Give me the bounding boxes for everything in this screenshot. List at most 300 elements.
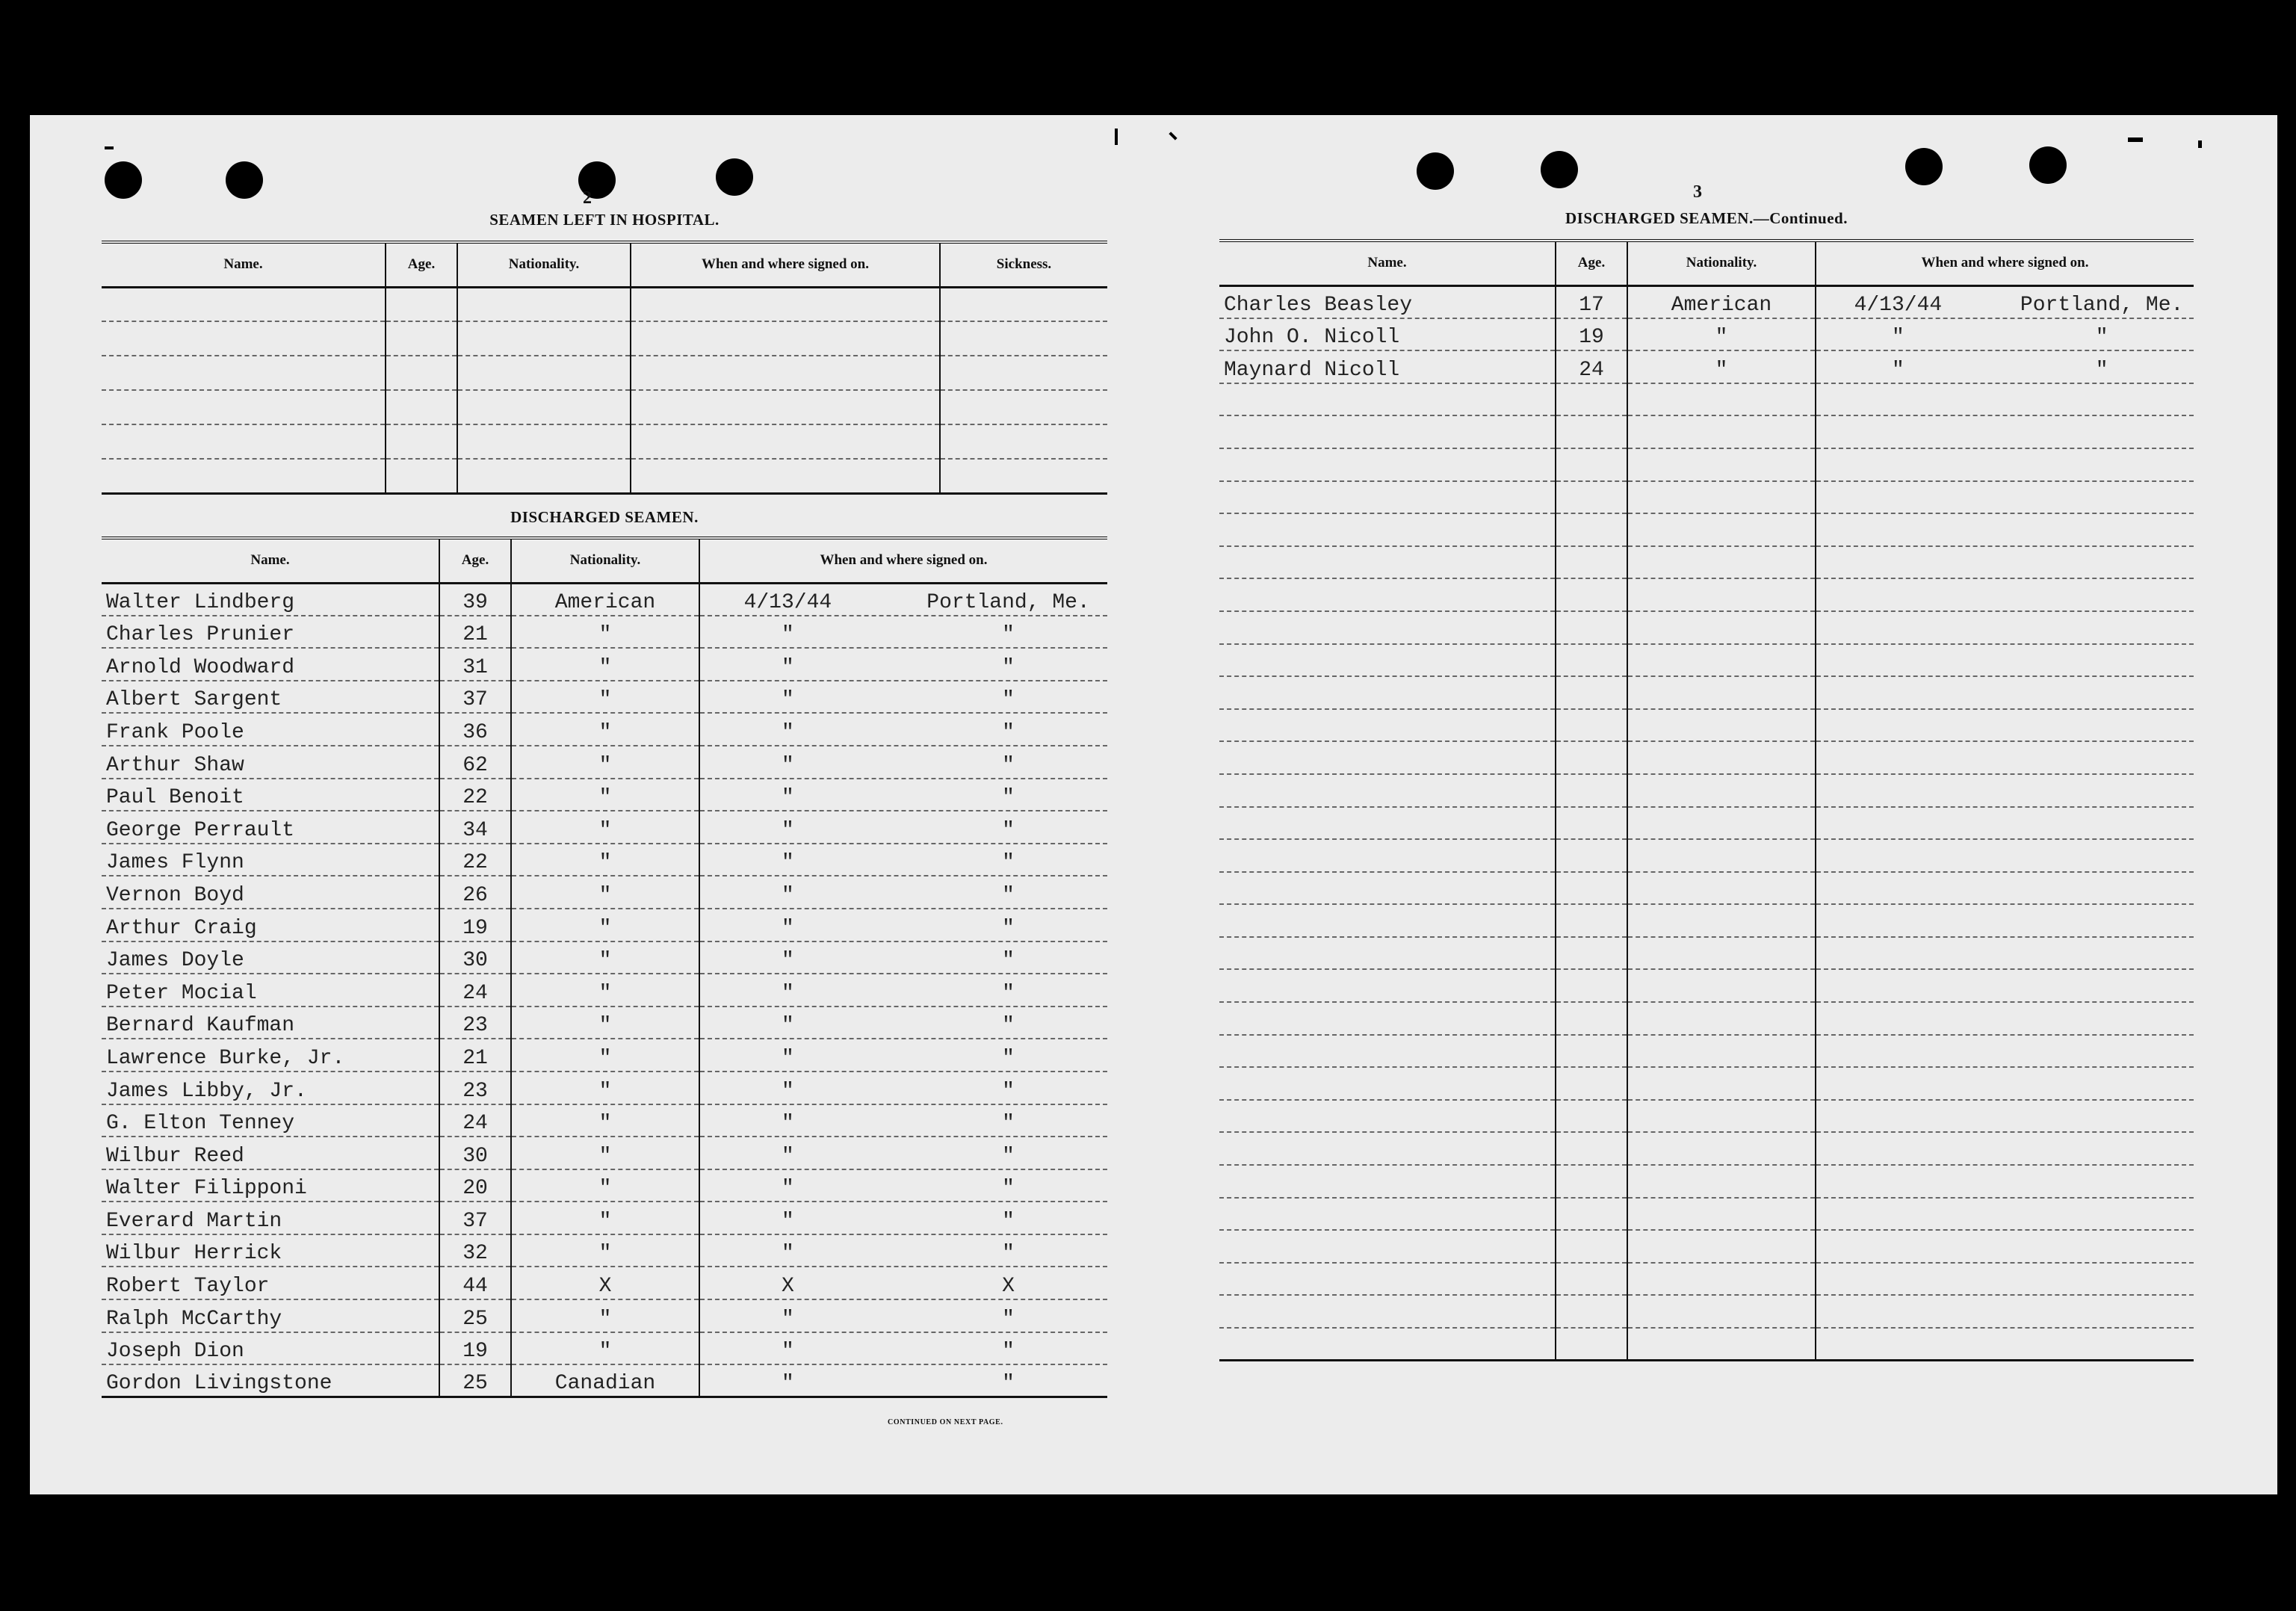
seaman-age-cell xyxy=(1556,676,1627,709)
table-cell xyxy=(102,287,386,321)
table-row xyxy=(1219,285,2194,318)
cell-text xyxy=(631,388,939,389)
seaman-nationality-cell xyxy=(1627,448,1816,481)
binder-hole xyxy=(105,161,142,199)
table-row xyxy=(1219,741,2194,774)
signed-on-date: " xyxy=(781,720,794,744)
seaman-nationality-cell xyxy=(1627,1328,1816,1361)
seaman-signed-on-cell xyxy=(699,1234,1107,1267)
seaman-age: 22 xyxy=(462,851,488,875)
seaman-name xyxy=(1219,479,1555,480)
seaman-signed-on-cell xyxy=(1816,578,2194,611)
seaman-nationality: " xyxy=(1715,326,1728,350)
table-row xyxy=(1219,318,2194,351)
table-row xyxy=(1219,611,2194,644)
seaman-age: 26 xyxy=(462,883,488,907)
document-paper xyxy=(30,115,2277,1494)
seaman-name: Arthur Shaw xyxy=(106,753,244,777)
scan-speck xyxy=(2198,140,2202,148)
table-cell xyxy=(940,287,1107,321)
cell-text xyxy=(102,422,385,424)
seaman-age-cell xyxy=(1556,1328,1627,1361)
cell-text xyxy=(386,422,457,424)
seaman-signed-on-cell xyxy=(699,811,1107,844)
seaman-nationality xyxy=(1628,739,1815,740)
seaman-signed-on-cell xyxy=(1816,1002,2194,1035)
table-row xyxy=(1219,969,2194,1002)
seaman-signed-on-cell xyxy=(1816,872,2194,905)
seaman-signed-on-cell xyxy=(699,1299,1107,1332)
table-cell xyxy=(940,390,1107,424)
seaman-nationality-cell xyxy=(1627,676,1816,709)
seaman-name-cell xyxy=(102,1169,439,1202)
seaman-age xyxy=(1556,1358,1627,1359)
table-cell xyxy=(102,424,386,459)
seaman-age: 30 xyxy=(462,949,488,973)
signed-on-group xyxy=(1816,1065,2194,1066)
table-row xyxy=(102,844,1107,876)
seaman-signed-on-cell xyxy=(1816,513,2194,546)
table-row xyxy=(102,648,1107,681)
seaman-age-cell xyxy=(1556,1132,1627,1165)
table-row xyxy=(102,321,1107,356)
seaman-nationality-cell xyxy=(511,974,699,1007)
table-row xyxy=(1219,415,2194,448)
table-row xyxy=(1219,481,2194,514)
table-row xyxy=(102,583,1107,616)
seaman-nationality xyxy=(1628,805,1815,806)
seaman-name xyxy=(1219,446,1555,448)
seaman-signed-on-cell xyxy=(1816,383,2194,416)
seaman-age xyxy=(1556,1033,1627,1034)
scan-speck xyxy=(105,146,114,149)
cell-text xyxy=(458,319,630,321)
signed-on-group xyxy=(1816,1098,2194,1099)
seaman-nationality-cell xyxy=(1627,481,1816,514)
seaman-age xyxy=(1556,576,1627,578)
table-cell xyxy=(102,390,386,424)
seaman-nationality: X xyxy=(598,1275,612,1299)
table-row xyxy=(1219,350,2194,383)
header-nationality: Nationality. xyxy=(511,538,699,583)
seaman-signed-on-cell xyxy=(699,844,1107,876)
signed-on-group xyxy=(700,1048,1107,1071)
seaman-nationality-cell xyxy=(1627,1100,1816,1133)
seaman-age: 62 xyxy=(462,753,488,777)
seaman-name-cell xyxy=(102,746,439,779)
seaman-nationality xyxy=(1628,772,1815,773)
table-cell xyxy=(102,356,386,390)
seaman-name-cell xyxy=(102,1137,439,1169)
seaman-nationality-cell xyxy=(1627,318,1816,351)
seaman-age-cell xyxy=(439,1104,511,1137)
seaman-age-cell xyxy=(1556,481,1627,514)
seaman-age-cell xyxy=(1556,546,1627,579)
table-cell xyxy=(386,390,457,424)
seaman-nationality-cell xyxy=(1627,872,1816,905)
table-row xyxy=(1219,1230,2194,1263)
seaman-name xyxy=(1219,1033,1555,1034)
signed-on-date: " xyxy=(781,1307,794,1331)
seaman-name-cell xyxy=(1219,709,1556,742)
table-row xyxy=(1219,383,2194,416)
seaman-signed-on-cell xyxy=(699,1007,1107,1039)
signed-on-date: " xyxy=(781,1177,794,1201)
seaman-name: Walter Lindberg xyxy=(106,590,295,614)
seaman-name-cell xyxy=(102,1202,439,1234)
seaman-nationality: " xyxy=(598,1046,612,1070)
page-number: 2 xyxy=(583,188,592,208)
cell-text xyxy=(941,353,1107,355)
seaman-nationality xyxy=(1628,1130,1815,1131)
signed-on-group xyxy=(1816,544,2194,545)
seaman-name xyxy=(1219,1228,1555,1229)
seaman-nationality-cell xyxy=(511,1137,699,1169)
seaman-age: 22 xyxy=(462,786,488,810)
table-cell xyxy=(457,424,631,459)
signed-on-place: Portland, Me. xyxy=(2020,293,2184,317)
signed-on-group xyxy=(1816,360,2194,383)
table-row xyxy=(102,876,1107,909)
seaman-name: Arthur Craig xyxy=(106,916,257,940)
table-row xyxy=(102,974,1107,1007)
table-row xyxy=(102,459,1107,493)
seaman-nationality: " xyxy=(1715,358,1728,382)
signed-on-group xyxy=(1816,1163,2194,1164)
seaman-name: Walter Filipponi xyxy=(106,1177,307,1201)
seaman-age: 24 xyxy=(462,981,488,1005)
seaman-signed-on-cell xyxy=(1816,1230,2194,1263)
seaman-age: 44 xyxy=(462,1275,488,1299)
signed-on-group xyxy=(700,1211,1107,1234)
seaman-age xyxy=(1556,511,1627,513)
seaman-name-cell xyxy=(102,713,439,746)
seaman-name-cell xyxy=(102,974,439,1007)
seaman-nationality-cell xyxy=(1627,1132,1816,1165)
seaman-age xyxy=(1556,772,1627,773)
signed-on-date: " xyxy=(781,1242,794,1266)
signed-on-date: " xyxy=(781,1372,794,1396)
table-row xyxy=(1219,1328,2194,1361)
seaman-name xyxy=(1219,805,1555,806)
seaman-nationality-cell xyxy=(1627,285,1816,318)
table-row xyxy=(1219,872,2194,905)
seaman-nationality-cell xyxy=(1627,1035,1816,1068)
seaman-age: 21 xyxy=(462,1046,488,1070)
seaman-name xyxy=(1219,1130,1555,1131)
seaman-age-cell xyxy=(1556,318,1627,351)
cell-text xyxy=(102,457,385,458)
seaman-nationality-cell xyxy=(511,713,699,746)
seaman-nationality: " xyxy=(598,753,612,777)
seaman-nationality: " xyxy=(598,1112,612,1136)
signed-on-date: 4/13/44 xyxy=(743,590,832,614)
page-number: 3 xyxy=(1693,182,1702,202)
seaman-age-cell xyxy=(1556,709,1627,742)
seaman-age-cell xyxy=(439,746,511,779)
table-row xyxy=(1219,839,2194,872)
seaman-name xyxy=(1219,935,1555,936)
seaman-age: 19 xyxy=(1579,326,1604,350)
seaman-nationality: " xyxy=(598,1242,612,1266)
seaman-name-cell xyxy=(1219,676,1556,709)
seaman-name-cell xyxy=(1219,937,1556,970)
seaman-age-cell xyxy=(439,1332,511,1365)
seaman-age-cell xyxy=(1556,611,1627,644)
seaman-signed-on-cell xyxy=(1816,415,2194,448)
table-row xyxy=(1219,1295,2194,1328)
seaman-signed-on-cell xyxy=(699,974,1107,1007)
table-row xyxy=(102,909,1107,941)
signed-on-group xyxy=(700,690,1107,712)
signed-on-place: " xyxy=(2095,326,2108,350)
seaman-name-cell xyxy=(102,779,439,811)
seaman-name-cell xyxy=(1219,1198,1556,1231)
table-cell xyxy=(631,459,940,493)
seaman-signed-on-cell xyxy=(1816,709,2194,742)
seaman-age: 23 xyxy=(462,1014,488,1038)
signed-on-group xyxy=(700,885,1107,908)
seaman-age xyxy=(1556,1065,1627,1066)
seaman-signed-on-cell xyxy=(1816,937,2194,970)
signed-on-group xyxy=(1816,902,2194,903)
seaman-name-cell xyxy=(1219,415,1556,448)
seaman-name xyxy=(1219,1196,1555,1197)
signed-on-group xyxy=(700,788,1107,810)
seaman-age-cell xyxy=(439,909,511,941)
table-row xyxy=(1219,807,2194,840)
seaman-nationality: " xyxy=(598,786,612,810)
cell-text xyxy=(102,388,385,389)
seaman-name: Paul Benoit xyxy=(106,786,244,810)
seaman-name-cell xyxy=(102,1234,439,1267)
seaman-signed-on-cell xyxy=(1816,741,2194,774)
table-row xyxy=(102,1104,1107,1137)
signed-on-place: " xyxy=(1002,655,1015,679)
seaman-name xyxy=(1219,576,1555,578)
signed-on-group xyxy=(1816,295,2194,318)
seaman-nationality xyxy=(1628,674,1815,675)
seaman-name xyxy=(1219,642,1555,643)
table-row xyxy=(1219,513,2194,546)
seaman-age xyxy=(1556,805,1627,806)
seaman-signed-on-cell xyxy=(699,616,1107,649)
seaman-age: 37 xyxy=(462,1209,488,1233)
seaman-name xyxy=(1219,1098,1555,1099)
table-row xyxy=(1219,937,2194,970)
signed-on-place: " xyxy=(1002,786,1015,810)
signed-on-group xyxy=(1816,413,2194,415)
seaman-nationality-cell xyxy=(1627,1263,1816,1296)
table-cell xyxy=(631,356,940,390)
discharged-section-title: DISCHARGED SEAMEN. xyxy=(510,508,699,526)
signed-on-date: " xyxy=(781,1112,794,1136)
seaman-name-cell xyxy=(102,1267,439,1299)
seaman-nationality-cell xyxy=(511,1169,699,1202)
table-cell xyxy=(940,459,1107,493)
signed-on-date: " xyxy=(1891,358,1904,382)
signed-on-group xyxy=(1816,479,2194,480)
seaman-age-cell xyxy=(439,583,511,616)
header-name: Name. xyxy=(102,538,439,583)
binder-hole xyxy=(1417,152,1454,190)
seaman-name-cell xyxy=(1219,904,1556,937)
seaman-signed-on-cell xyxy=(699,1332,1107,1365)
seaman-signed-on-cell xyxy=(699,1267,1107,1299)
seaman-signed-on-cell xyxy=(1816,1263,2194,1296)
seaman-nationality-cell xyxy=(511,1299,699,1332)
seaman-name-cell xyxy=(102,1299,439,1332)
seaman-name-cell xyxy=(102,1364,439,1397)
seaman-nationality-cell xyxy=(1627,807,1816,840)
seaman-nationality: " xyxy=(598,1177,612,1201)
table-row xyxy=(1219,1002,2194,1035)
seaman-age-cell xyxy=(439,1007,511,1039)
seaman-signed-on-cell xyxy=(699,1169,1107,1202)
seaman-age-cell xyxy=(439,1137,511,1169)
signed-on-group xyxy=(1816,1358,2194,1359)
seaman-nationality-cell xyxy=(1627,1067,1816,1100)
seaman-nationality: " xyxy=(598,1209,612,1233)
signed-on-date: " xyxy=(781,688,794,712)
cell-text xyxy=(631,422,939,424)
seaman-age xyxy=(1556,1326,1627,1327)
seaman-age-cell xyxy=(1556,1002,1627,1035)
seaman-nationality-cell xyxy=(511,1332,699,1365)
seaman-name-cell xyxy=(1219,1230,1556,1263)
seaman-signed-on-cell xyxy=(1816,318,2194,351)
seaman-name xyxy=(1219,413,1555,415)
seaman-name xyxy=(1219,837,1555,838)
seaman-age-cell xyxy=(439,1267,511,1299)
signed-on-place: " xyxy=(1002,688,1015,712)
seaman-name-cell xyxy=(1219,872,1556,905)
seaman-age xyxy=(1556,413,1627,415)
seaman-nationality xyxy=(1628,544,1815,545)
seaman-age-cell xyxy=(439,941,511,974)
seaman-name-cell xyxy=(1219,1067,1556,1100)
seaman-name xyxy=(1219,707,1555,708)
seaman-nationality xyxy=(1628,576,1815,578)
seaman-signed-on-cell xyxy=(699,779,1107,811)
signed-on-group xyxy=(1816,1130,2194,1131)
seaman-name xyxy=(1219,1358,1555,1359)
header-age: Age. xyxy=(439,538,511,583)
seaman-nationality xyxy=(1628,837,1815,838)
cell-text xyxy=(941,319,1107,321)
cell-text xyxy=(631,457,939,458)
signed-on-place: " xyxy=(1002,851,1015,875)
seaman-nationality: " xyxy=(598,949,612,973)
table-row xyxy=(102,1007,1107,1039)
cell-text xyxy=(458,388,630,389)
seaman-age-cell xyxy=(439,844,511,876)
seaman-age-cell xyxy=(1556,285,1627,318)
seaman-name xyxy=(1219,1261,1555,1262)
signed-on-date: 4/13/44 xyxy=(1854,293,1943,317)
seaman-signed-on-cell xyxy=(1816,1035,2194,1068)
seaman-name xyxy=(1219,1326,1555,1327)
table-cell xyxy=(940,424,1107,459)
seaman-nationality-cell xyxy=(1627,741,1816,774)
header-name: Name. xyxy=(1219,241,1556,285)
seaman-name: Arnold Woodward xyxy=(106,655,295,679)
seaman-nationality xyxy=(1628,446,1815,448)
cell-text xyxy=(458,353,630,355)
seaman-age xyxy=(1556,609,1627,610)
seaman-nationality-cell xyxy=(1627,774,1816,807)
cell-text xyxy=(458,422,630,424)
seaman-nationality-cell xyxy=(1627,904,1816,937)
table-cell xyxy=(386,424,457,459)
table-row xyxy=(102,681,1107,714)
signed-on-group xyxy=(1816,1293,2194,1294)
seaman-name: Maynard Nicoll xyxy=(1224,358,1400,382)
signed-on-date: " xyxy=(781,1340,794,1364)
seaman-age-cell xyxy=(439,1039,511,1072)
table-row xyxy=(1219,1035,2194,1068)
signed-on-date: " xyxy=(781,753,794,777)
table-row xyxy=(1219,1198,2194,1231)
table-row xyxy=(102,616,1107,649)
seaman-name-cell xyxy=(1219,578,1556,611)
seaman-age-cell xyxy=(1556,448,1627,481)
seaman-age-cell xyxy=(1556,1165,1627,1198)
seaman-age-cell xyxy=(1556,513,1627,546)
signed-on-place: " xyxy=(1002,1144,1015,1168)
seaman-name-cell xyxy=(1219,350,1556,383)
signed-on-place: " xyxy=(1002,916,1015,940)
seaman-signed-on-cell xyxy=(1816,611,2194,644)
seaman-nationality xyxy=(1628,935,1815,936)
seaman-signed-on-cell xyxy=(1816,1198,2194,1231)
header-signed-on: When and where signed on. xyxy=(631,242,940,287)
seaman-age xyxy=(1556,642,1627,643)
seaman-age-cell xyxy=(1556,383,1627,416)
seaman-age xyxy=(1556,1196,1627,1197)
binder-hole xyxy=(2029,146,2067,184)
seaman-age: 19 xyxy=(462,1340,488,1364)
seaman-age xyxy=(1556,1228,1627,1229)
seaman-name-cell xyxy=(102,876,439,909)
seaman-age xyxy=(1556,1000,1627,1001)
seaman-nationality-cell xyxy=(511,811,699,844)
seaman-age-cell xyxy=(439,681,511,714)
seaman-name-cell xyxy=(102,909,439,941)
cell-text xyxy=(458,457,630,458)
table-row xyxy=(1219,1263,2194,1296)
seaman-nationality xyxy=(1628,1358,1815,1359)
signed-on-place: " xyxy=(2095,358,2108,382)
header-age: Age. xyxy=(1556,241,1627,285)
hospital-section-title: SEAMEN LEFT IN HOSPITAL. xyxy=(489,211,720,229)
signed-on-date: " xyxy=(781,981,794,1005)
signed-on-date: " xyxy=(781,818,794,842)
seaman-name: Wilbur Reed xyxy=(106,1144,244,1168)
signed-on-group xyxy=(700,950,1107,973)
seaman-nationality: " xyxy=(598,851,612,875)
signed-on-group xyxy=(1816,511,2194,513)
seaman-signed-on-cell xyxy=(1816,1165,2194,1198)
signed-on-group xyxy=(700,820,1107,843)
seaman-signed-on-cell xyxy=(699,1072,1107,1104)
seaman-name-cell xyxy=(1219,1035,1556,1068)
seaman-age-cell xyxy=(439,616,511,649)
header-sickness: Sickness. xyxy=(940,242,1107,287)
seaman-nationality-cell xyxy=(511,941,699,974)
seaman-name-cell xyxy=(102,616,439,649)
signed-on-group xyxy=(700,625,1107,647)
